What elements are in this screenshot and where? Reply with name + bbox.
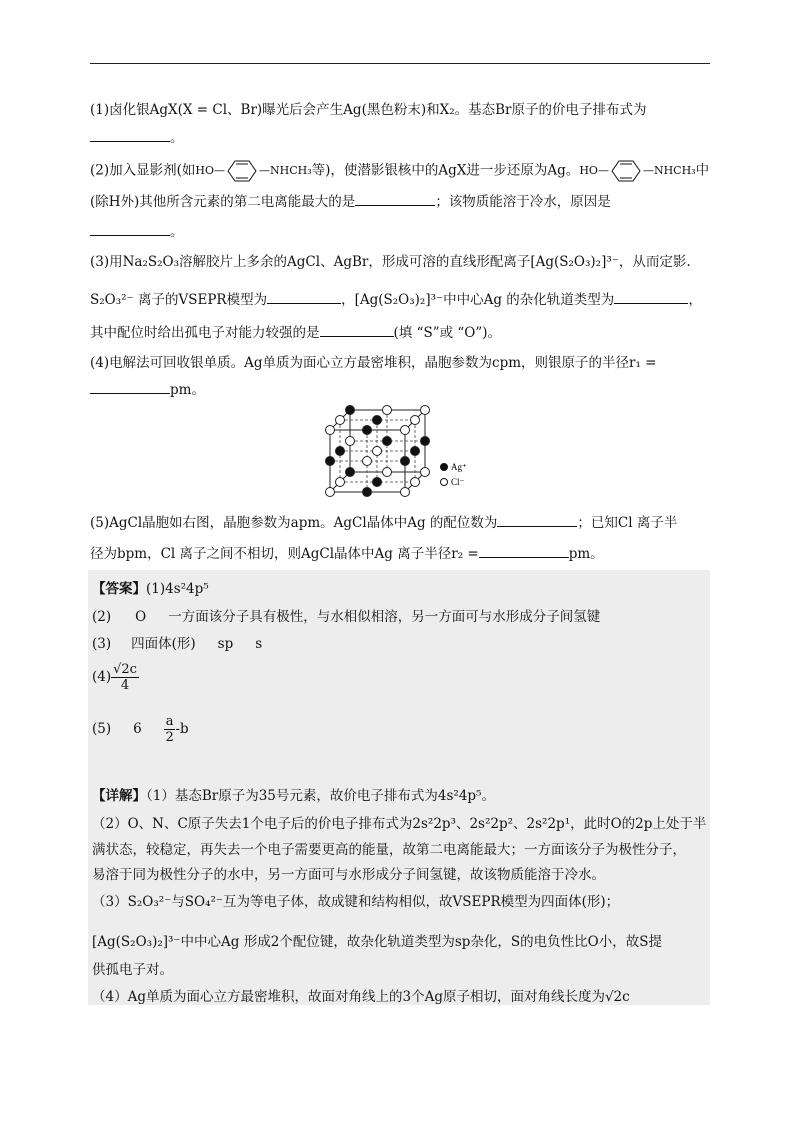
answer-2-reason: 一方面该分子具有极性，与水相似相溶，另一方面可与水形成分子间氢键 [168,609,601,625]
q4-blank[interactable] [90,381,170,394]
answer-5-denominator: 2 [165,730,174,745]
unit-cell-diagram [320,405,480,500]
q5-line2 [90,544,604,564]
q3-line3 [90,323,501,343]
mol-ho: HO— [195,164,226,177]
answer-5-tail: -b [175,721,189,737]
detail-p3-l2: [Ag(S₂O₃)₂]³⁻中中心Ag 形成2个配位键，故杂化轨道类型为sp杂化，S的电负性比O小，故S提 [92,934,662,950]
q3-line2 [90,290,702,310]
detail-p1: （1）基态Br原子为35号元素，故价电子排布式为4s²4p⁵。 [146,788,495,804]
q3-line3-b: (填 “S”或 “O”)。 [393,325,502,341]
legend-ag-marker [441,464,448,471]
mol-nhch3: —NHCH₃ [259,164,312,177]
answer-line-1 [92,579,209,599]
q5-line2-a: 径为bpm，Cl 离子之间不相切，则AgCl晶体中Ag 离子半径r₂ = [90,546,479,562]
q3-line3-a: 其中配位时给出孤电子对能力较强的是 [90,325,320,341]
mol-nhch3-2: —NHCH₃ [642,164,696,177]
answer-5-fraction [164,714,176,745]
developer-molecule-end [579,159,695,183]
mol-ho-2: HO— [579,164,609,177]
answer-1-value: 4s²4p⁵ [165,581,209,597]
q5-blank-2[interactable] [479,545,569,558]
answer-2-value: O [135,609,147,625]
q2-blank-2[interactable] [90,223,170,236]
detail-p3-l3: 供孤电子对。 [92,962,173,978]
q4-line2 [90,380,205,400]
legend-cl-label: Cl⁻ [451,477,465,487]
q2-line2 [90,192,611,212]
detail-p2-l2: 满状态，较稳定，再失去一个电子需要更高的能量，故第二电离能最大；一方面该分子为极性分子， [92,842,686,858]
q3-line1: (3)用Na₂S₂O₃溶解胶片上多余的AgCl、AgBr，形成可溶的直线形配离子[Ag(S₂O₃)₂]³⁻，从而定影. [90,254,691,270]
q5-line1 [90,513,677,533]
answer-line-2 [92,607,600,627]
answer-2-num: (2) [92,609,112,625]
q1-blank[interactable] [90,129,170,142]
q5-blank-1[interactable] [497,514,577,527]
answer-line-4 [92,662,139,693]
answer-3-value-2: sp [217,636,234,652]
header-rule [90,63,710,64]
q2-line3-end: 。 [170,224,184,240]
answer-5-numerator: a [165,714,174,729]
agcl-unit-cell-figure [320,405,480,504]
answer-4-fraction [111,662,139,693]
q1-line2 [90,128,184,148]
q4-line2-end: pm。 [170,382,205,398]
developer-molecule-inline [195,159,311,183]
q2-mol-end: 中 [695,162,710,179]
q5-line1-b: ；已知Cl 离子半 [577,515,678,531]
q3-blank-3[interactable] [320,324,394,337]
detail-p2-l1: （2）O、N、C原子失去1个电子后的价电子排布式为2s²2p³、2s²2p²、2s²2p¹，此时O的2p上处于半 [92,816,707,832]
q2-prefix: (2)加入显影剂(如 [90,162,196,179]
answer-3-value-1: 四面体(形) [131,636,196,652]
q4-line1: (4)电解法可回收银单质。Ag单质为面心立方最密堆积，晶胞参数为cpm，则银原子的半径r₁ = [90,355,657,371]
answer-4-denominator: 4 [120,678,130,693]
legend-cl-marker [441,479,448,486]
detail-p3-l1: （3）S₂O₃²⁻与SO₄²⁻互为等电子体，故成键和结构相似，故VSEPR模型为四面体(形)； [92,894,620,910]
q2-mid: 等)，使潜影银核中的AgX进一步还原为Ag。 [311,162,580,179]
answer-5-num: (5) [92,721,112,737]
answer-label: 【答案】 [92,581,146,597]
q1-line2-end: 。 [170,130,184,146]
q3-blank-2[interactable] [614,291,688,304]
detail-p2-l3: 易溶于同为极性分子的水中，另一方面可与水形成分子间氢键，故该物质能溶于冷水。 [92,867,605,883]
q2-line2-suffix: ；该物质能溶于冷水，原因是 [435,194,611,210]
q5-line2-b: pm。 [568,546,604,562]
answer-4-numerator: √2c [113,662,137,677]
q2-blank-1[interactable] [355,193,435,206]
benzene-ring-icon [611,159,641,183]
q3-line2-b: ，[Ag(S₂O₃)₂]³⁻中中心Ag 的杂化轨道类型为 [341,292,615,308]
answer-4-num: (4) [92,669,112,685]
detail-p4-l1: （4）Ag单质为面心立方最密堆积，故面对角线上的3个Ag原子相切，面对角线长度为√2c [92,989,630,1005]
q3-blank-1[interactable] [267,291,341,304]
q2-line3 [90,222,184,242]
detail-label: 【详解】 [92,788,146,804]
q2-line2-prefix: (除H外)其他所含元素的第二电离能最大的是 [90,194,356,210]
benzene-ring-icon [227,159,257,183]
answer-3-value-3: s [255,636,263,652]
answer-line-5 [92,714,189,745]
answer-3-num: (3) [92,636,112,652]
detail-line-1 [92,786,495,806]
legend-ag-label: Ag⁺ [451,462,467,472]
answer-1-num: (1) [146,581,166,597]
q3-line2-a: S₂O₃²⁻ 离子的VSEPR模型为 [90,292,268,308]
q1-line1: (1)卤化银AgX(X = Cl、Br)曝光后会产生Ag(黑色粉末)和X₂。基态Br原子的价电子排布式为 [90,102,647,118]
q2-line1 [90,159,709,183]
answer-line-3 [92,634,262,654]
q3-line2-c: ， [688,292,702,308]
q5-line1-a: (5)AgCl晶胞如右图，晶胞参数为apm。AgCl晶体中Ag 的配位数为 [90,515,498,531]
answer-5-value-1: 6 [133,721,142,737]
